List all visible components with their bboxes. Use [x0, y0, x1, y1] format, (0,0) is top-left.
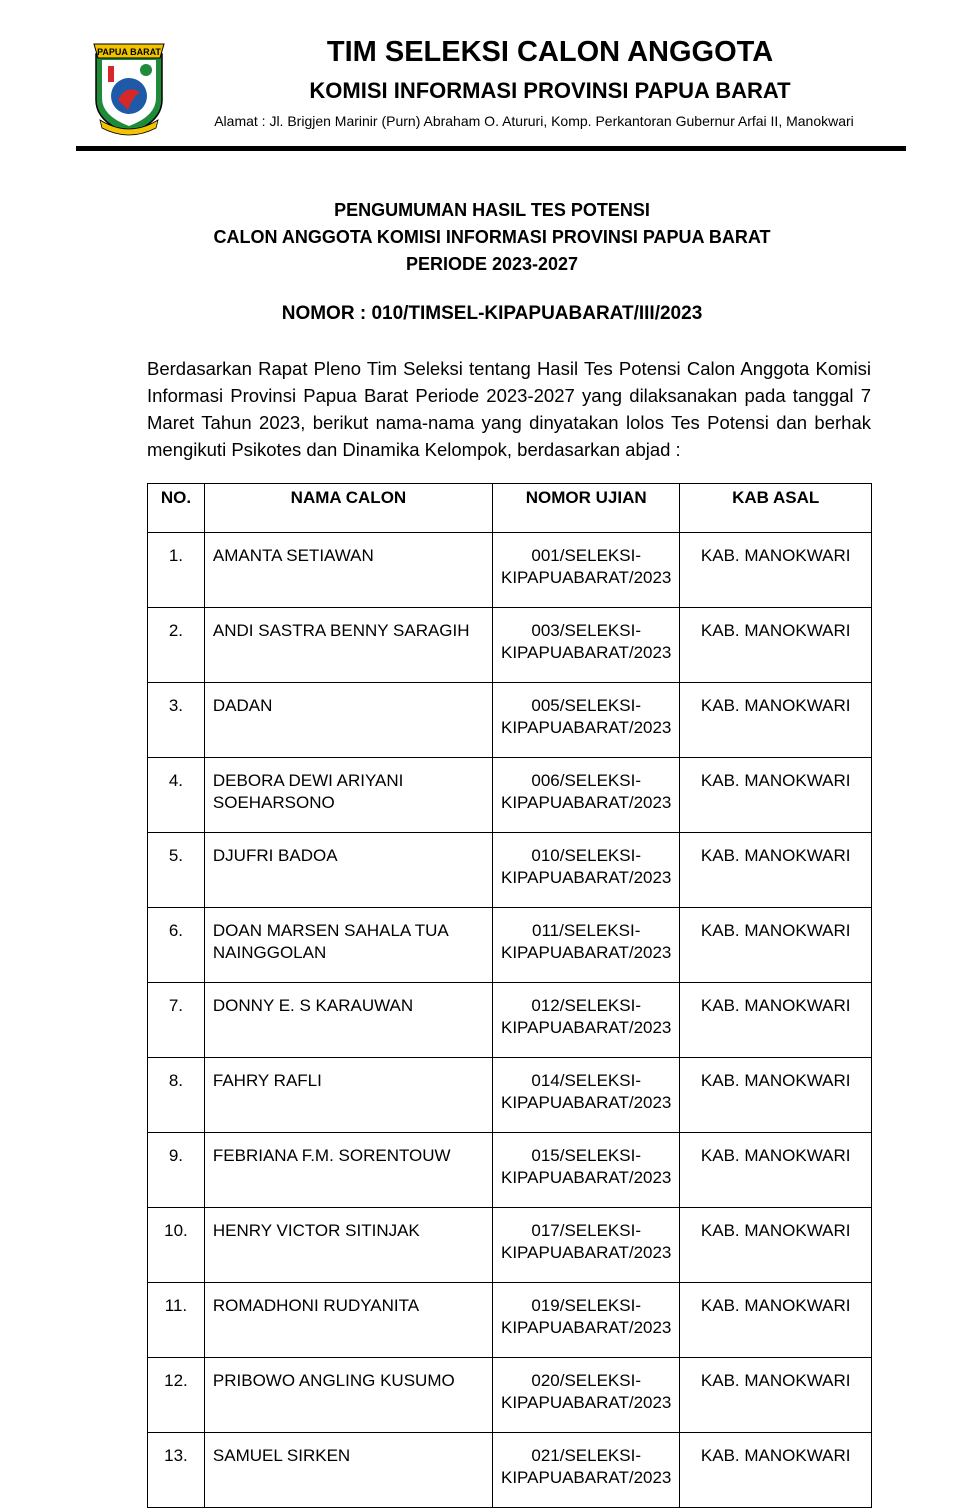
exam-number-part1: 015/SELEKSI-	[531, 1146, 641, 1165]
row-number: 11.	[148, 1283, 205, 1358]
exam-number-part2: KIPAPUABARAT/2023	[501, 1093, 672, 1112]
row-number: 5.	[148, 833, 205, 908]
exam-number-part2: KIPAPUABARAT/2023	[501, 1243, 672, 1262]
exam-number	[493, 1433, 680, 1508]
table-row	[148, 1358, 872, 1433]
exam-number	[493, 683, 680, 758]
table-row	[148, 908, 872, 983]
letterhead-title: TIM SELEKSI CALON ANGGOTA	[326, 36, 774, 68]
candidate-name: DADAN	[204, 683, 492, 758]
candidate-name: DOAN MARSEN SAHALA TUA NAINGGOLAN	[204, 908, 492, 983]
origin-regency: KAB. MANOKWARI	[680, 533, 872, 608]
exam-number-part2: KIPAPUABARAT/2023	[501, 1168, 672, 1187]
candidate-name: ROMADHONI RUDYANITA	[204, 1283, 492, 1358]
candidate-name: DEBORA DEWI ARIYANI SOEHARSONO	[204, 758, 492, 833]
table-row	[148, 1058, 872, 1133]
table-row	[148, 1433, 872, 1508]
candidate-name: FAHRY RAFLI	[204, 1058, 492, 1133]
announcement-heading-line3: PERIODE 2023-2027	[405, 254, 579, 274]
origin-regency: KAB. MANOKWARI	[680, 1358, 872, 1433]
exam-number-part1: 001/SELEKSI-	[531, 546, 641, 565]
letterhead-divider	[76, 146, 906, 151]
header-nomor-ujian: NOMOR UJIAN	[493, 484, 680, 533]
origin-regency: KAB. MANOKWARI	[680, 983, 872, 1058]
table-row	[148, 1133, 872, 1208]
exam-number-part1: 017/SELEKSI-	[531, 1221, 641, 1240]
exam-number-part1: 005/SELEKSI-	[531, 696, 641, 715]
exam-number	[493, 1283, 680, 1358]
exam-number	[493, 608, 680, 683]
origin-regency: KAB. MANOKWARI	[680, 608, 872, 683]
table-row	[148, 758, 872, 833]
row-number: 13.	[148, 1433, 205, 1508]
candidate-table	[147, 483, 872, 1508]
intro-paragraph: Berdasarkan Rapat Pleno Tim Seleksi tentang Hasil Tes Potensi Calon Anggota Komisi Informasi Provinsi Papua Barat Periode 2023-2027 yang dilaksanakan pada tanggal 7 Maret Tahun 2023, berikut nama-nama yang dinyatakan lolos Tes Potensi dan berhak mengikuti Psikotes dan Dinamika Kelompok, berdasarkan abjad :	[147, 358, 871, 460]
exam-number-part1: 012/SELEKSI-	[531, 996, 641, 1015]
origin-regency: KAB. MANOKWARI	[680, 683, 872, 758]
origin-regency: KAB. MANOKWARI	[680, 1133, 872, 1208]
row-number: 12.	[148, 1358, 205, 1433]
candidate-name: HENRY VICTOR SITINJAK	[204, 1208, 492, 1283]
origin-regency: KAB. MANOKWARI	[680, 1208, 872, 1283]
exam-number-part2: KIPAPUABARAT/2023	[501, 718, 672, 737]
table-row	[148, 683, 872, 758]
exam-number-part2: KIPAPUABARAT/2023	[501, 568, 672, 587]
exam-number-part1: 021/SELEKSI-	[531, 1446, 641, 1465]
exam-number	[493, 1133, 680, 1208]
table-row	[148, 983, 872, 1058]
exam-number	[493, 1058, 680, 1133]
table-row	[148, 1208, 872, 1283]
table-row	[148, 833, 872, 908]
exam-number-part1: 010/SELEKSI-	[531, 846, 641, 865]
origin-regency: KAB. MANOKWARI	[680, 908, 872, 983]
letterhead-subtitle: KOMISI INFORMASI PROVINSI PAPUA BARAT	[309, 78, 791, 103]
header-no: NO.	[148, 484, 205, 533]
header-kab-asal: KAB ASAL	[680, 484, 872, 533]
candidate-name: AMANTA SETIAWAN	[204, 533, 492, 608]
origin-regency: KAB. MANOKWARI	[680, 758, 872, 833]
exam-number-part2: KIPAPUABARAT/2023	[501, 1018, 672, 1037]
table-row	[148, 608, 872, 683]
row-number: 1.	[148, 533, 205, 608]
exam-number	[493, 833, 680, 908]
origin-regency: KAB. MANOKWARI	[680, 1433, 872, 1508]
exam-number-part2: KIPAPUABARAT/2023	[501, 1393, 672, 1412]
row-number: 7.	[148, 983, 205, 1058]
row-number: 9.	[148, 1133, 205, 1208]
exam-number-part2: KIPAPUABARAT/2023	[501, 868, 672, 887]
candidate-name: FEBRIANA F.M. SORENTOUW	[204, 1133, 492, 1208]
row-number: 8.	[148, 1058, 205, 1133]
exam-number-part2: KIPAPUABARAT/2023	[501, 943, 672, 962]
exam-number-part2: KIPAPUABARAT/2023	[501, 1318, 672, 1337]
exam-number-part2: KIPAPUABARAT/2023	[501, 1468, 672, 1487]
exam-number	[493, 758, 680, 833]
exam-number	[493, 1358, 680, 1433]
announcement-number: NOMOR : 010/TIMSEL-KIPAPUABARAT/III/2023	[281, 303, 703, 324]
row-number: 4.	[148, 758, 205, 833]
row-number: 10.	[148, 1208, 205, 1283]
exam-number	[493, 533, 680, 608]
origin-regency: KAB. MANOKWARI	[680, 833, 872, 908]
exam-number-part1: 011/SELEKSI-	[532, 921, 641, 940]
row-number: 2.	[148, 608, 205, 683]
exam-number	[493, 1208, 680, 1283]
origin-regency: KAB. MANOKWARI	[680, 1283, 872, 1358]
candidate-name: DJUFRI BADOA	[204, 833, 492, 908]
table-row	[148, 1283, 872, 1358]
announcement-heading-line1: PENGUMUMAN HASIL TES POTENSI	[334, 200, 650, 220]
candidate-name: ANDI SASTRA BENNY SARAGIH	[204, 608, 492, 683]
row-number: 3.	[148, 683, 205, 758]
exam-number-part1: 003/SELEKSI-	[531, 621, 641, 640]
logo-banner-text: PAPUA BARAT	[97, 47, 161, 57]
candidate-name: PRIBOWO ANGLING KUSUMO	[204, 1358, 492, 1433]
row-number: 6.	[148, 908, 205, 983]
candidate-name: DONNY E. S KARAUWAN	[204, 983, 492, 1058]
candidate-name: SAMUEL SIRKEN	[204, 1433, 492, 1508]
exam-number-part1: 014/SELEKSI-	[531, 1071, 641, 1090]
announcement-heading-line2: CALON ANGGOTA KOMISI INFORMASI PROVINSI PAPUA BARAT	[213, 227, 771, 247]
origin-regency: KAB. MANOKWARI	[680, 1058, 872, 1133]
exam-number-part2: KIPAPUABARAT/2023	[501, 643, 672, 662]
table-header-row	[148, 484, 872, 533]
exam-number-part1: 019/SELEKSI-	[531, 1296, 641, 1315]
exam-number	[493, 908, 680, 983]
exam-number-part2: KIPAPUABARAT/2023	[501, 793, 672, 812]
table-row	[148, 533, 872, 608]
letterhead-address: Alamat : Jl. Brigjen Marinir (Purn) Abraham O. Atururi, Komp. Perkantoran Gubernur Arfai II, Manokwari	[214, 113, 854, 129]
exam-number	[493, 983, 680, 1058]
header-nama-calon: NAMA CALON	[204, 484, 492, 533]
exam-number-part1: 020/SELEKSI-	[531, 1371, 641, 1390]
exam-number-part1: 006/SELEKSI-	[531, 771, 641, 790]
